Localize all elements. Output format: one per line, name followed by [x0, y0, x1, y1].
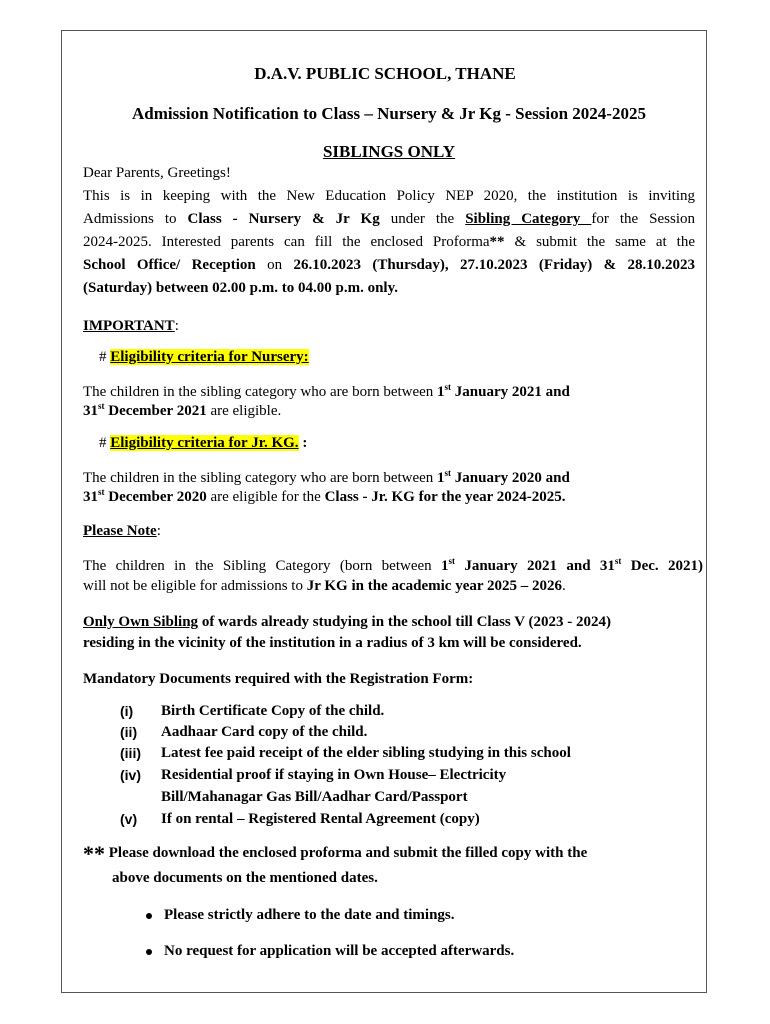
- intro-line-2-a: Admissions to: [83, 211, 177, 227]
- document-number: (i): [120, 703, 134, 719]
- nursery-l2-a: 31: [83, 403, 98, 419]
- important-colon: :: [174, 318, 179, 334]
- jrkg-l2-d: Class - Jr. KG for the year 2024-2025.: [324, 489, 566, 505]
- note-l1-d: Dec. 2021): [621, 558, 703, 574]
- intro-line-3-a: 2024-2025. Interested parents can fill the enclosed Proforma: [83, 234, 490, 250]
- document-item: [120, 811, 137, 829]
- jrkg-l1-c: January 2020 and: [451, 470, 570, 486]
- nursery-l1-b: 1: [437, 384, 445, 400]
- document-item: [120, 724, 137, 742]
- note-l2-b: Jr KG in the academic year 2025 – 2026: [306, 578, 562, 594]
- please-note-heading: [83, 520, 161, 543]
- category-title: SIBLINGS ONLY: [322, 142, 456, 161]
- important-label: IMPORTANT: [83, 318, 175, 334]
- download-l1: Please download the enclosed proforma and submit the filled copy with the: [105, 845, 588, 861]
- own-sibling-label: Only Own Sibling: [83, 614, 199, 630]
- bullet-item: [146, 904, 455, 927]
- bullet-icon: [146, 913, 152, 919]
- document-text: Latest fee paid receipt of the elder sibling studying in this school: [161, 745, 571, 761]
- document-text-continued: Bill/Mahanagar Gas Bill/Aadhar Card/Passport: [161, 789, 468, 805]
- document-number: (ii): [120, 724, 138, 740]
- jrkg-l1-b: 1: [437, 470, 445, 486]
- document-number: (v): [120, 811, 138, 827]
- own-sibling-line-2: residing in the vicinity of the institution in a radius of 3 km will be considered.: [83, 635, 582, 651]
- document-number: (iii): [120, 745, 141, 761]
- bullet-item: [146, 940, 514, 963]
- intro-line-1: This is in keeping with the New Education Policy NEP 2020, the institution is inviting: [83, 188, 695, 204]
- document-text: If on rental – Registered Rental Agreement (copy): [161, 811, 480, 827]
- sibling-category: Sibling Category: [465, 211, 592, 227]
- submission-dates: 26.10.2023 (Thursday), 27.10.2023 (Friday) & 28.10.2023: [293, 257, 695, 273]
- hash-mark: #: [99, 349, 111, 365]
- note-l1-sup2: st: [614, 556, 622, 566]
- nursery-criteria-label: Eligibility criteria for Nursery:: [110, 349, 309, 365]
- school-name: D.A.V. PUBLIC SCHOOL, THANE: [254, 64, 516, 83]
- jrkg-l2-b: December 2020: [104, 489, 207, 505]
- own-sibling-line-1: [83, 611, 611, 634]
- document-number: (iv): [120, 767, 141, 783]
- intro-line-2-c: for the Session: [591, 211, 696, 227]
- submission-place: School Office/ Reception: [83, 257, 256, 273]
- document-text: Birth Certificate Copy of the child.: [161, 703, 385, 719]
- note-l1-a: The children in the Sibling Category (born between: [83, 558, 441, 574]
- nursery-l2-b: December 2021: [104, 403, 207, 419]
- note-l1-sup: st: [448, 556, 455, 566]
- note-l2-a: will not be eligible for admissions to: [83, 578, 307, 594]
- jrkg-l2-sup: st: [98, 487, 105, 497]
- bullet-text: Please strictly adhere to the date and timings.: [164, 907, 455, 923]
- download-line-2: above documents on the mentioned dates.: [112, 870, 378, 886]
- nursery-l1-a: The children in the sibling category who are born between: [83, 384, 438, 400]
- intro-line-4-on: on: [255, 257, 294, 273]
- note-l1-c: January 2021 and 31: [455, 558, 615, 574]
- document-item: [120, 745, 141, 763]
- greeting: Dear Parents, Greetings!: [83, 165, 231, 181]
- document-item: [120, 767, 141, 785]
- important-heading: [83, 315, 179, 338]
- note-l1-b: 1: [441, 558, 449, 574]
- intro-line-2-b: under the: [390, 211, 455, 227]
- document-text: Residential proof if staying in Own House– Electricity: [161, 767, 507, 783]
- please-note-colon: :: [156, 523, 161, 539]
- note-line-2: [83, 575, 566, 598]
- jrkg-l2-a: 31: [83, 489, 98, 505]
- intro-line-4: [83, 254, 695, 277]
- jrkg-l1-sup: st: [444, 468, 452, 478]
- jrkg-criteria-label: Eligibility criteria for Jr. KG.: [110, 435, 299, 451]
- hash-mark: #: [99, 435, 111, 451]
- submission-time: (Saturday) between 02.00 p.m. to 04.00 p.m. only.: [83, 280, 399, 296]
- please-note-label: Please Note: [83, 523, 157, 539]
- nursery-l2-sup: st: [98, 401, 105, 411]
- document-item: [120, 703, 133, 721]
- proforma-stars: **: [489, 234, 505, 250]
- document-text: Aadhaar Card copy of the child.: [161, 724, 368, 740]
- intro-line-2: [83, 208, 695, 231]
- nursery-l1-c: January 2021 and: [451, 384, 570, 400]
- download-line-1: [83, 842, 587, 865]
- nursery-criteria-line-2: [83, 400, 281, 423]
- nursery-criteria-heading: [99, 346, 309, 369]
- documents-heading: Mandatory Documents required with the Registration Form:: [83, 671, 474, 687]
- intro-line-3: [83, 231, 695, 254]
- note-l2-c: .: [561, 578, 566, 594]
- notification-title: Admission Notification to Class – Nursery & Jr Kg - Session 2024-2025: [132, 104, 646, 123]
- jrkg-l1-a: The children in the sibling category who are born between: [83, 470, 438, 486]
- download-stars: **: [83, 841, 105, 866]
- jrkg-colon: :: [298, 435, 308, 451]
- own-sibling-l1: of wards already studying in the school till Class V (2023 - 2024): [198, 614, 612, 630]
- bullet-icon: [146, 949, 152, 955]
- nursery-l2-c: are eligible.: [206, 403, 282, 419]
- bullet-text: No request for application will be accepted afterwards.: [164, 943, 515, 959]
- nursery-l1-sup: st: [444, 382, 452, 392]
- intro-line-3-b: & submit the same at the: [504, 234, 695, 250]
- class-name: Class - Nursery & Jr Kg: [187, 211, 380, 227]
- jrkg-criteria-line-2: [83, 486, 566, 509]
- jrkg-l2-c: are eligible for the: [206, 489, 325, 505]
- jrkg-criteria-heading: [99, 432, 307, 455]
